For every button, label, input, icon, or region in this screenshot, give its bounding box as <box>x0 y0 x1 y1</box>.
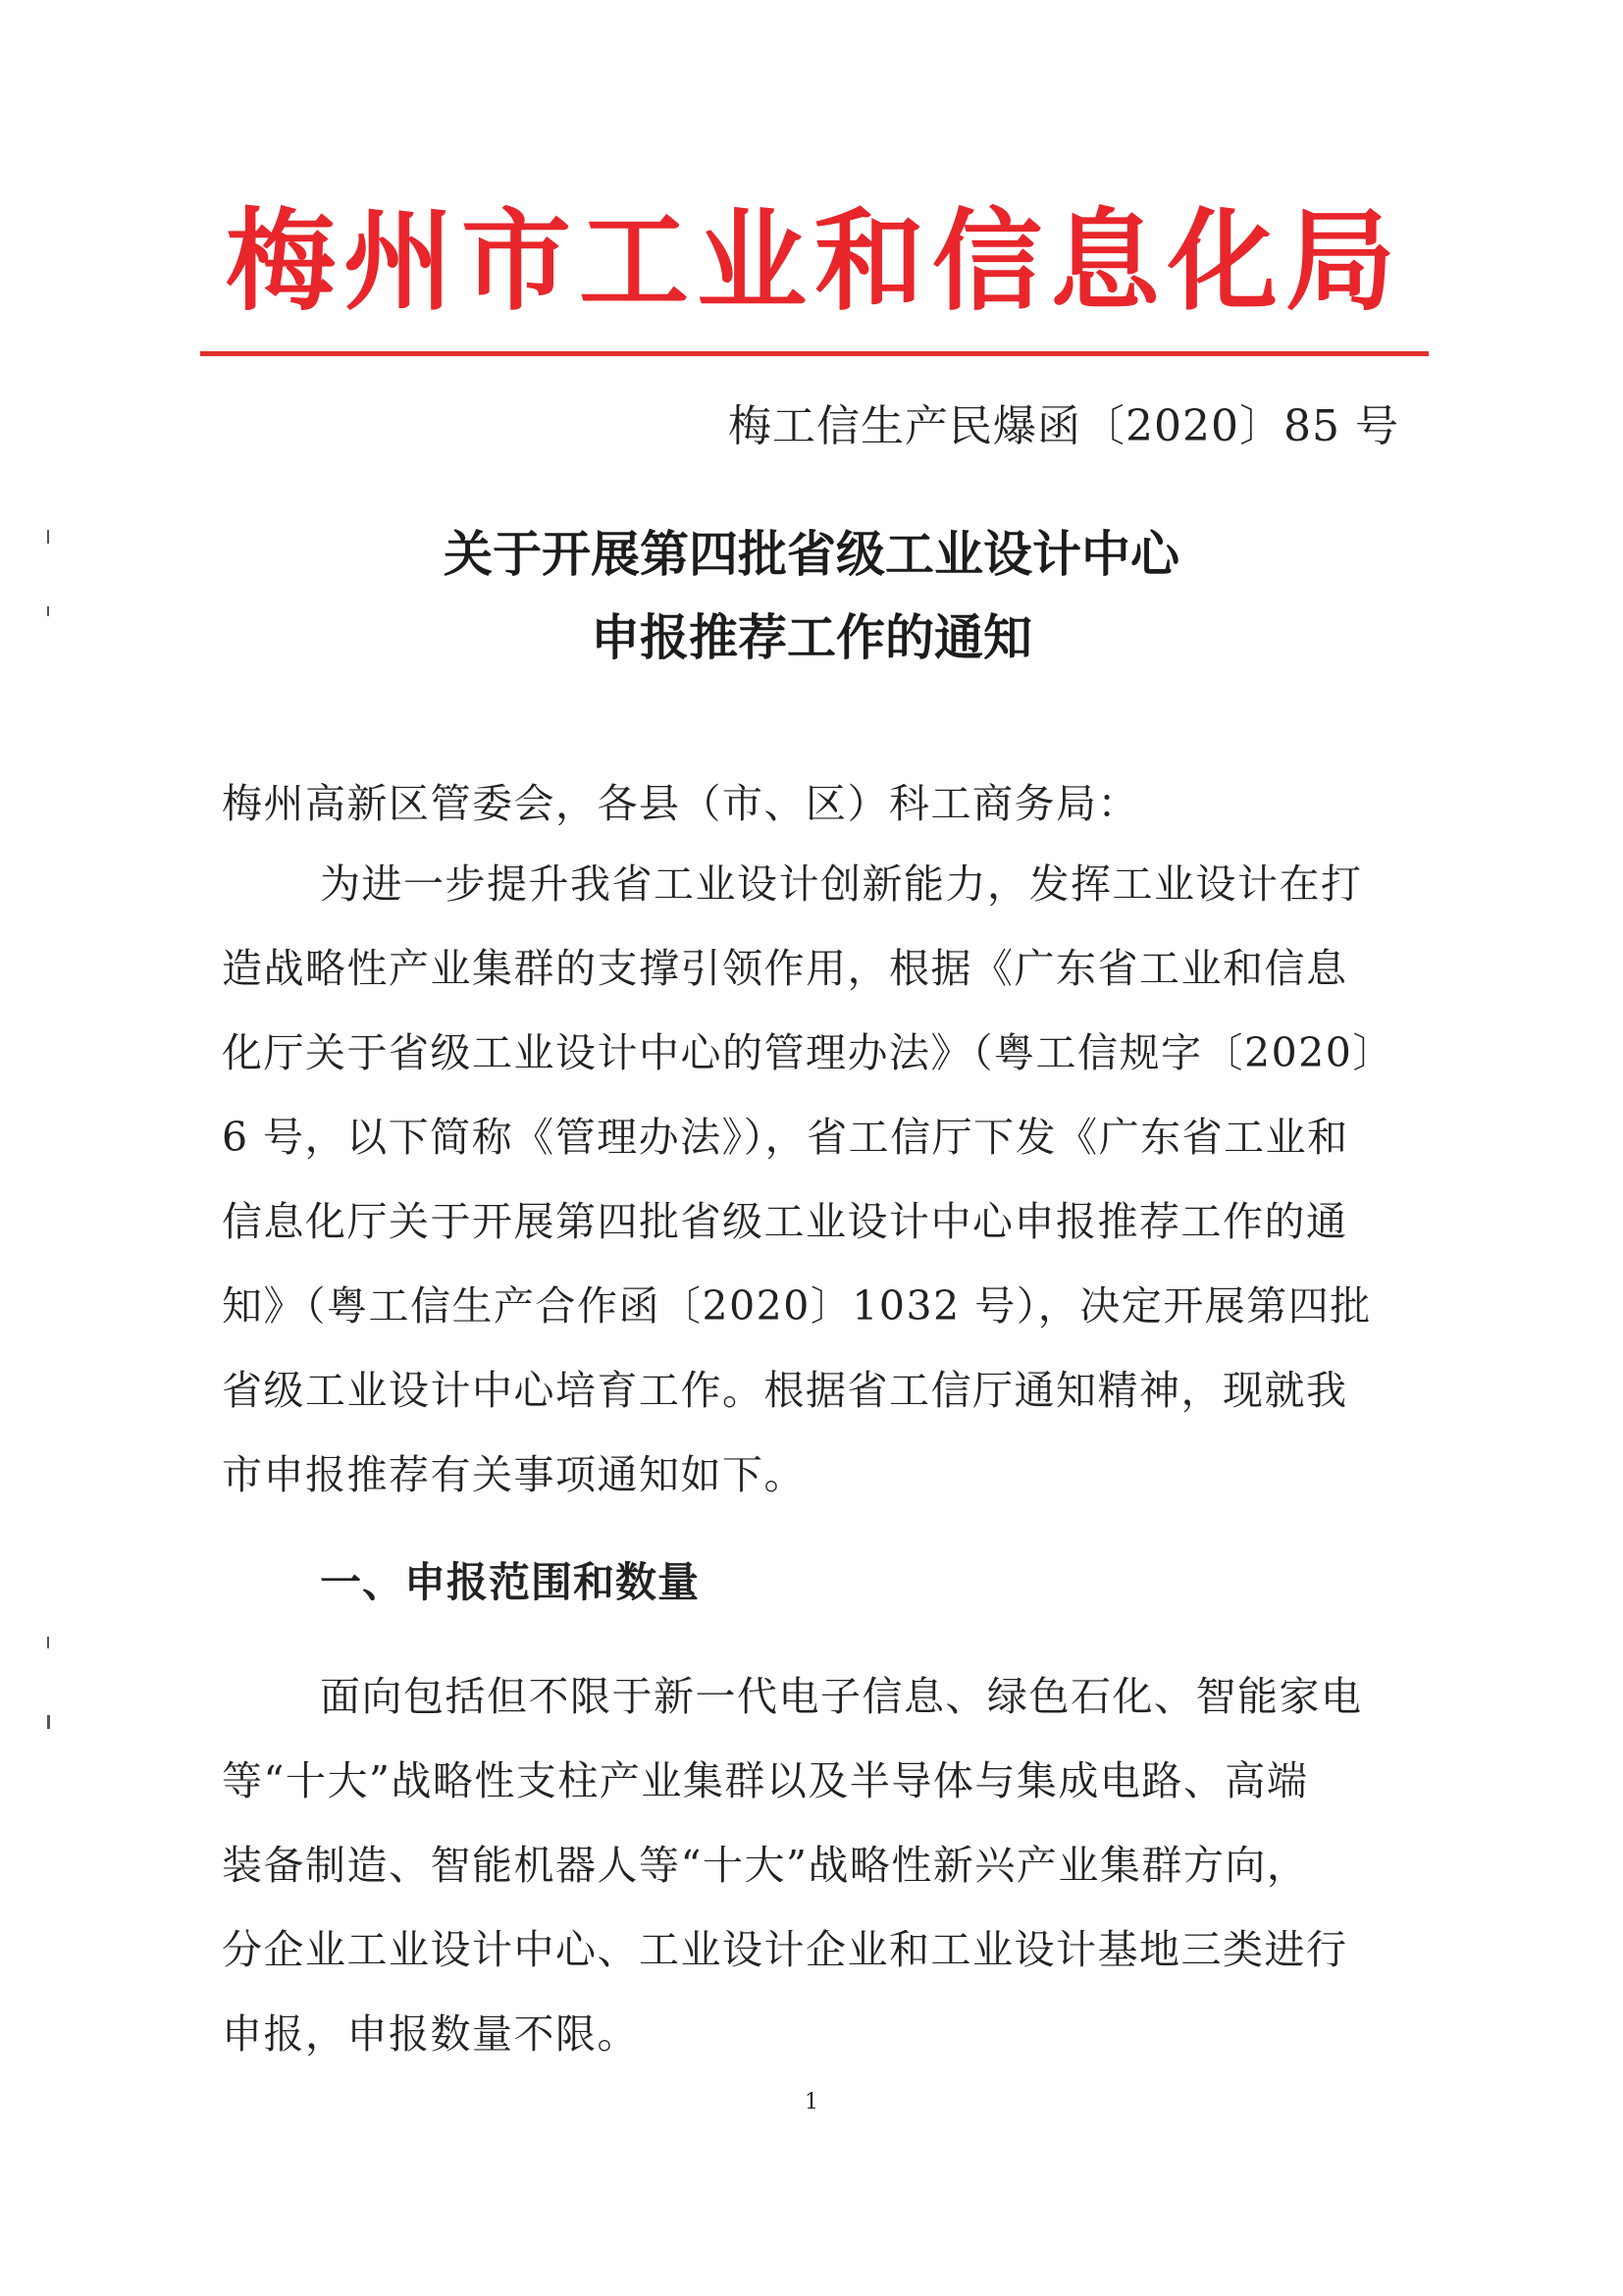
paragraph-1-line: 化厅关于省级工业设计中心的管理办法》（粤工信规字〔2020〕 <box>222 1029 1394 1076</box>
section-1-heading: 一、申报范围和数量 <box>320 1558 701 1606</box>
paragraph-1-line: 6 号，以下简称《管理办法》），省工信厅下发《广东省工业和 <box>222 1114 1349 1161</box>
organization-letterhead: 梅州市工业和信息化局 <box>226 198 1403 326</box>
paragraph-1-line: 信息化厅关于开展第四批省级工业设计中心申报推荐工作的通 <box>222 1198 1348 1245</box>
page-number: 1 <box>805 2090 818 2114</box>
paragraph-2-line: 等“十大”战略性支柱产业集群以及半导体与集成电路、高端 <box>222 1757 1309 1804</box>
paragraph-2-line: 面向包括但不限于新一代电子信息、绿色石化、智能家电 <box>320 1673 1363 1720</box>
binding-mark <box>47 1715 50 1729</box>
document-title-line-2: 申报推荐工作的通知 <box>591 608 1032 666</box>
document-number: 梅工信生产民爆函〔2020〕85 号 <box>728 401 1399 451</box>
binding-mark <box>47 530 49 544</box>
paragraph-1-line: 市申报推荐有关事项通知如下。 <box>222 1451 806 1498</box>
document-title-line-1: 关于开展第四批省级工业设计中心 <box>444 525 1179 583</box>
paragraph-1-line: 造战略性产业集群的支撑引领作用，根据《广东省工业和信息 <box>222 945 1348 992</box>
paragraph-1-line: 知》（粤工信生产合作函〔2020〕1032 号），决定开展第四批 <box>222 1282 1372 1330</box>
paragraph-2-line: 装备制造、智能机器人等“十大”战略性新兴产业集群方向， <box>222 1842 1309 1889</box>
binding-mark <box>47 606 49 616</box>
red-divider-line <box>200 351 1429 356</box>
paragraph-2-line: 申报，申报数量不限。 <box>222 2010 639 2058</box>
paragraph-2-line: 分企业工业设计中心、工业设计企业和工业设计基地三类进行 <box>222 1926 1348 1973</box>
binding-mark <box>47 1637 49 1648</box>
addressee-line: 梅州高新区管委会，各县（市、区）科工商务局： <box>222 780 1139 827</box>
paragraph-1-line: 省级工业设计中心培育工作。根据省工信厅通知精神，现就我 <box>222 1367 1348 1414</box>
paragraph-1-line: 为进一步提升我省工业设计创新能力，发挥工业设计在打 <box>320 861 1363 908</box>
